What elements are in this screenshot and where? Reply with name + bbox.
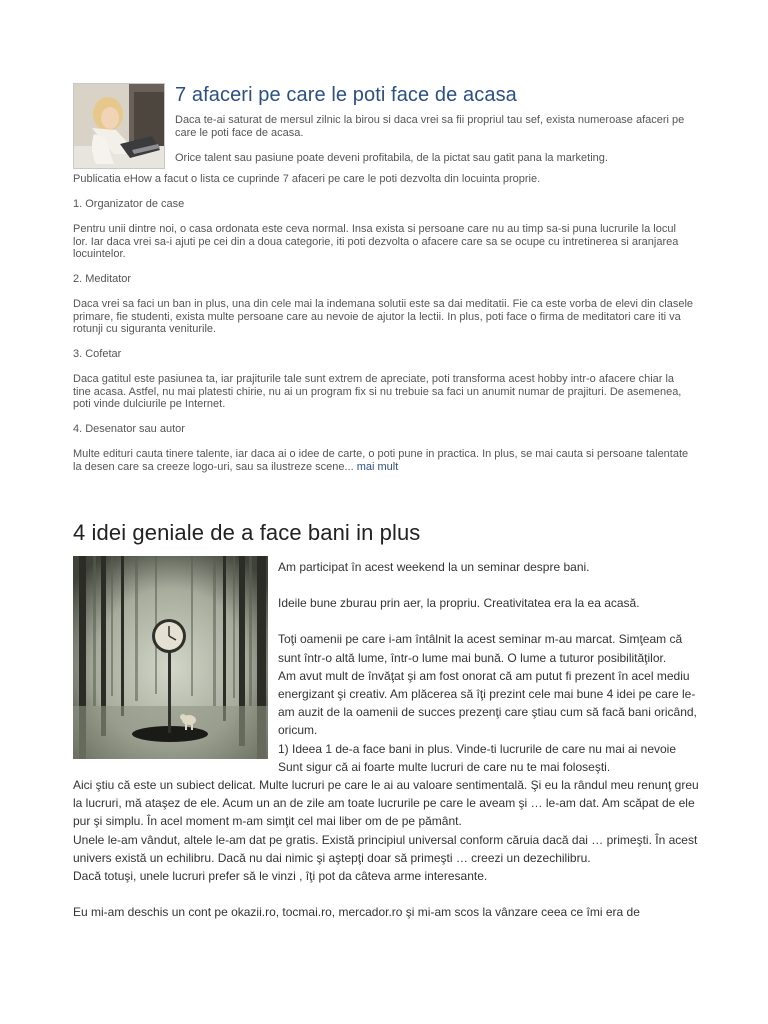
body-paragraph: Daca vrei sa faci un ban in plus, una din cele mai la indemana solutii este sa dai meditatii. Fie ca este vorba de elevi din clasele primare, fie studenti, exista multe persoane care au nevoie de ajutor la lectii. In plus, poti face o firma de meditatori care iti va rotunji cu siguranta veniturile. xyxy=(73,298,694,335)
body-paragraph: Daca gatitul este pasiunea ta, iar prajiturile tale sunt extrem de apreciate, poti transforma acest hobby intr-o afacere chiar la tine acasa. Astfel, nu mai platesti chirie, nu ai un program fix si nu trebuie sa faci un anumit numar de prajituri. De asemenea, poti vinde dulciurile pe Internet. xyxy=(73,373,682,410)
list-item-heading: 3. Cofetar xyxy=(73,347,122,360)
article-intro: Daca te-ai saturat de mersul zilnic la birou si daca vrei sa fii propriul tau sef, exista numeroase afaceri pe care le poti face de acasa. xyxy=(175,114,685,139)
list-item-heading: 2. Meditator xyxy=(73,272,132,285)
read-more-link[interactable]: mai mult xyxy=(356,460,399,473)
last-paragraph-text: Multe edituri cauta tinere talente, iar daca ai o idee de carte, o poti pune in practica. In plus, se mai cauta si persoane talentate la desen care sa creeze logo-uri, sau sa ilustreze scene... xyxy=(73,448,689,473)
body-paragraph: Publicatia eHow a facut o lista ce cuprinde 7 afaceri pe care le poti dezvolta din locuinta proprie. xyxy=(73,173,541,185)
article-thumbnail-woman-laptop xyxy=(73,83,165,169)
list-item-heading: 4. Desenator sau autor xyxy=(73,422,185,435)
body-paragraph: Am participat în acest weekend la un seminar despre bani. xyxy=(278,560,590,574)
body-paragraph-last xyxy=(73,448,693,473)
woman-with-laptop-photo xyxy=(74,84,164,168)
article-body xyxy=(73,173,693,485)
article-intro-2: Orice talent sau pasiune poate deveni profitabila, de la pictat sau gatit pana la marketing. xyxy=(175,152,608,164)
article2-body xyxy=(73,558,703,921)
body-paragraph: 1) Ideea 1 de-a face bani in plus. Vinde-ti lucrurile de care nu mai ai nevoie Sunt sigur că ai foarte multe lucruri de care nu te mai foloseşti. xyxy=(278,741,677,774)
body-paragraph: Ideile bune zburau prin aer, la propriu. Creativitatea era la ea acasă. xyxy=(278,596,640,611)
body-paragraph: Unele le-am vândut, altele le-am dat pe gratis. Există principiul universal conform căruia dacă dai … primeşti. În acest univers există un echilibru. Dacă nu dai nimic şi aştepţi doar să primeşti … creezi un dezechilibru. xyxy=(73,832,698,865)
list-item-heading: 1. Organizator de case xyxy=(73,197,185,210)
article2-title[interactable]: 4 idei geniale de a face bani in plus xyxy=(73,520,421,545)
article-title[interactable]: 7 afaceri pe care le poti face de acasa xyxy=(175,84,517,106)
body-paragraph: Am avut mult de învăţat şi am fost onorat că am putut fi prezent în acel mediu energizant şi creativ. Am plăcerea să îţi prezint cele mai bune 4 idei pe care le-am auzit de la oamenii de succes prezenţi care ştiau cum să facă bani oricând, oricum. xyxy=(278,668,697,738)
body-paragraph: Aici ştiu că este un subiect delicat. Multe lucruri pe care le ai au valoare sentimentală. Şi eu la rândul meu renunţ greu la lucruri, mă ataşez de ele. Acum un an de zile am toate lucrurile pe care le aveam şi … le-am dat. Am scăpat de ele pur şi simplu. În acel moment m-am simţit cel mai liber om de pe pământ. xyxy=(73,778,699,829)
body-paragraph: Eu mi-am deschis un cont pe okazii.ro, tocmai.ro, mercador.ro şi mi-am scos la vânzare ceea ce îmi era de xyxy=(73,905,640,920)
body-paragraph: Pentru unii dintre noi, o casa ordonata este ceva normal. Insa exista si persoane care nu au timp sa-si puna lucrurile la locul lor. Iar daca vrei sa-i ajuti pe cei din a doua categorie, iti poti dezvolta o afacere care sa se ocupe cu intretinerea si aranjarea locuintelor. xyxy=(73,223,679,260)
body-paragraph: Toţi oamenii pe care i-am întâlnit la acest seminar m-au marcat. Simţeam că sunt într-o altă lume, într-o lume mai bună. O lume a tuturor posibilităţilor. xyxy=(278,632,683,665)
body-paragraph: Dacă totuşi, unele lucruri prefer să le vinzi , îţi pot da câteva arme interesante. xyxy=(73,869,488,884)
photo-spacer xyxy=(73,558,278,763)
